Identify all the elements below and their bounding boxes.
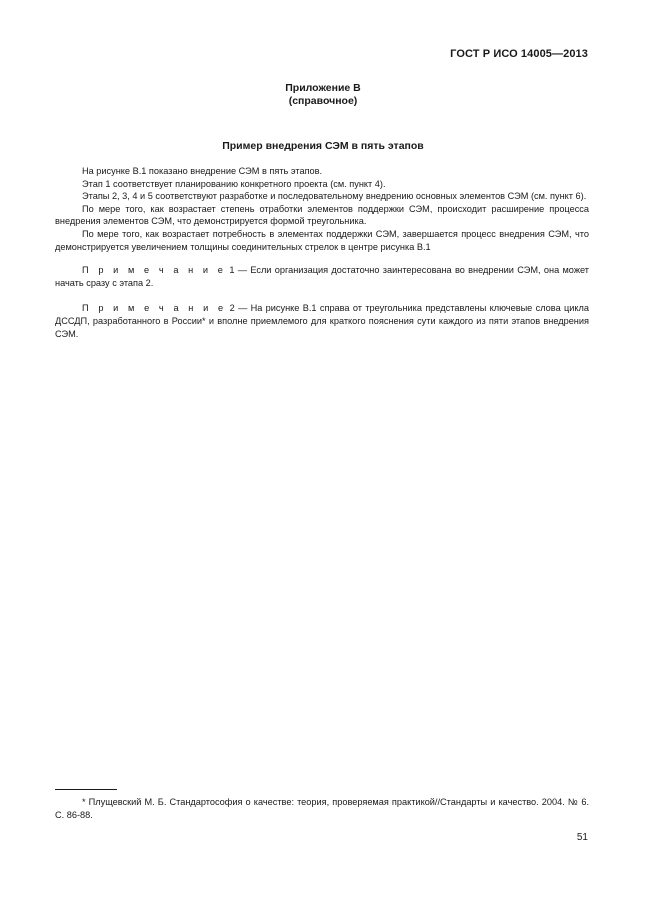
note-label: П р и м е ч а н и е: [82, 265, 227, 276]
note-label: П р и м е ч а н и е: [82, 303, 227, 314]
footnote-text: * Плущевский М. Б. Стандартософия о качестве: теория, проверяемая практикой//Стандарты и качество. 2004. № 6. С. 86-88.: [55, 797, 589, 820]
footnote: [55, 796, 589, 821]
note-2: [55, 302, 589, 340]
annex-heading: [0, 82, 646, 108]
note-text: — На рисунке В.1 справа от треугольника представлены ключевые слова цикла ДССДП, разработанного в России* и вполне приемлемого для краткого пояснения сути каждого из пяти этапов внедрения СЭМ.: [55, 303, 589, 339]
footnote-separator: [55, 789, 117, 790]
annex-subtitle: (справочное): [288, 95, 358, 107]
document-standard-number: ГОСТ Р ИСО 14005—2013: [450, 48, 588, 60]
page-number: 51: [576, 832, 588, 843]
paragraph: Этап 1 соответствует планированию конкретного проекта (см. пункт 4).: [82, 178, 386, 189]
paragraph: По мере того, как возрастает потребность в элементах поддержки СЭМ, завершается процесс внедрения СЭМ, что демонстрируется увеличением толщины соединительных стрелок в центре рисунка В.1: [55, 228, 589, 252]
note-number: 2: [229, 303, 235, 314]
note-text: — Если организация достаточно заинтересована во внедрении СЭМ, она может начать сразу с этапа 2.: [55, 265, 589, 288]
note-number: 1: [229, 265, 235, 276]
section-title: Пример внедрения СЭМ в пять этапов: [222, 140, 424, 152]
note-1: [55, 264, 589, 289]
paragraph: Этапы 2, 3, 4 и 5 соответствуют разработке и последовательному внедрению основных элементов СЭМ (см. пункт 6).: [82, 191, 587, 202]
body-text: [55, 165, 589, 340]
paragraph: По мере того, как возрастает степень отработки элементов поддержки СЭМ, происходит расширение процесса внедрения элементов СЭМ, что демонстрируется формой треугольника.: [55, 203, 589, 227]
paragraph: На рисунке В.1 показано внедрение СЭМ в пять этапов.: [82, 166, 323, 176]
annex-title: Приложение В: [285, 82, 361, 94]
